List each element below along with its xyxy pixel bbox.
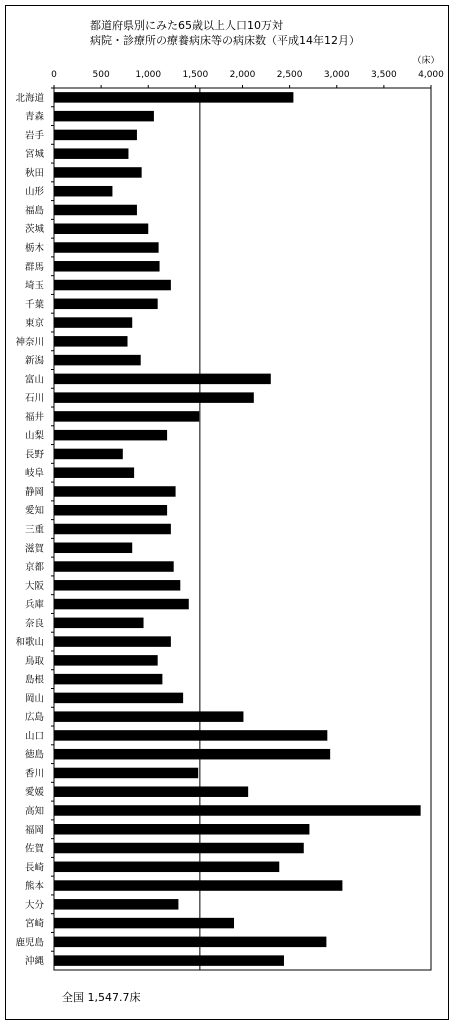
bar xyxy=(54,880,342,891)
category-label: 千葉 xyxy=(24,299,44,311)
bar xyxy=(54,261,160,272)
category-label: 大阪 xyxy=(24,580,44,592)
category-label: 熊本 xyxy=(24,881,44,893)
category-label: 山形 xyxy=(24,186,44,198)
bar xyxy=(54,674,162,685)
bar xyxy=(54,786,248,797)
bar xyxy=(54,92,293,103)
bar xyxy=(54,486,176,497)
category-label: 福岡 xyxy=(24,824,44,836)
category-label: 北海道 xyxy=(15,92,44,104)
x-tick-label: 1,500 xyxy=(182,70,209,80)
bar xyxy=(54,111,154,122)
bar xyxy=(54,430,167,441)
category-label: 秋田 xyxy=(24,167,44,179)
category-label: 佐賀 xyxy=(24,843,44,855)
bar xyxy=(54,467,134,478)
category-label: 神奈川 xyxy=(15,336,44,348)
category-label: 鳥取 xyxy=(24,655,44,667)
category-label: 茨城 xyxy=(24,224,44,236)
category-label: 静岡 xyxy=(24,486,44,498)
category-label: 長野 xyxy=(24,449,44,461)
category-label: 東京 xyxy=(24,318,44,330)
bar xyxy=(54,317,132,328)
category-label: 福井 xyxy=(24,411,44,423)
bar xyxy=(54,599,189,610)
bar xyxy=(54,543,132,554)
bar xyxy=(54,336,128,347)
bar xyxy=(54,280,171,291)
bar xyxy=(54,167,142,178)
x-tick-label: 500 xyxy=(92,70,110,80)
bar xyxy=(54,223,148,234)
category-label: 兵庫 xyxy=(24,599,44,611)
category-label: 鹿児島 xyxy=(15,937,44,949)
category-label: 長崎 xyxy=(24,862,44,874)
bar xyxy=(54,148,128,159)
bar xyxy=(54,618,144,629)
category-label: 徳島 xyxy=(24,749,44,761)
category-label: 福島 xyxy=(24,205,44,217)
category-label: 山口 xyxy=(24,730,44,742)
x-tick-label: 0 xyxy=(51,70,57,80)
bar xyxy=(54,130,137,141)
category-label: 群馬 xyxy=(24,261,44,273)
bar xyxy=(54,711,243,722)
x-tick-label: 1,000 xyxy=(135,70,162,80)
category-label: 三重 xyxy=(24,524,44,536)
x-tick-label: 4,000 xyxy=(418,70,444,80)
national-average-note: 全国 1,547.7床 xyxy=(62,991,141,1004)
chart-title-line-1: 都道府県別にみた65歳以上人口10万対 xyxy=(90,19,283,32)
bar xyxy=(54,242,159,253)
bar xyxy=(54,449,123,460)
x-tick-label: 2,000 xyxy=(229,70,256,80)
bar xyxy=(54,636,171,647)
category-label: 愛知 xyxy=(24,505,44,517)
category-label: 広島 xyxy=(24,712,44,724)
bar xyxy=(54,580,180,591)
bar xyxy=(54,805,421,816)
category-label: 岐阜 xyxy=(24,468,44,480)
category-label: 宮城 xyxy=(24,149,44,161)
bar xyxy=(54,524,171,535)
bar xyxy=(54,899,178,910)
category-label: 滋賀 xyxy=(24,543,44,555)
category-label: 島根 xyxy=(24,674,44,686)
category-label: 岩手 xyxy=(24,130,44,142)
bar xyxy=(54,749,330,760)
category-label: 奈良 xyxy=(24,618,44,630)
category-label: 栃木 xyxy=(24,243,44,255)
bar xyxy=(54,918,234,929)
bar xyxy=(54,768,198,779)
bar xyxy=(54,186,112,197)
bar xyxy=(54,299,158,310)
x-tick-label: 3,500 xyxy=(370,70,397,80)
category-label: 青森 xyxy=(24,111,44,123)
chart-title-line-2: 病院・診療所の療養病床等の病床数（平成14年12月） xyxy=(90,34,360,47)
category-label: 宮崎 xyxy=(24,918,44,930)
bar xyxy=(54,824,309,835)
category-label: 富山 xyxy=(24,374,44,386)
category-label: 和歌山 xyxy=(15,637,44,649)
bar xyxy=(54,862,279,873)
bar xyxy=(54,411,199,422)
category-label: 大分 xyxy=(24,899,44,911)
category-label: 岡山 xyxy=(24,693,44,705)
bar xyxy=(54,655,158,666)
bar xyxy=(54,693,183,704)
x-tick-label: 2,500 xyxy=(276,70,303,80)
category-label: 石川 xyxy=(24,393,44,405)
x-tick-label: 3,000 xyxy=(323,70,350,80)
bar xyxy=(54,355,141,366)
category-label: 香川 xyxy=(24,768,44,780)
bar xyxy=(54,561,174,572)
bar xyxy=(54,505,167,515)
unit-label: （床） xyxy=(412,56,440,66)
category-label: 埼玉 xyxy=(24,280,44,292)
bar xyxy=(54,374,271,385)
bar xyxy=(54,955,284,966)
category-label: 山梨 xyxy=(24,430,44,442)
bar xyxy=(54,392,254,403)
category-label: 京都 xyxy=(24,562,44,574)
category-label: 愛媛 xyxy=(24,787,44,799)
bar xyxy=(54,730,327,741)
bar xyxy=(54,937,326,948)
bar xyxy=(54,843,304,854)
category-label: 新潟 xyxy=(24,355,44,367)
bar xyxy=(54,205,137,216)
category-label: 沖縄 xyxy=(24,956,44,968)
category-label: 高知 xyxy=(24,805,44,817)
